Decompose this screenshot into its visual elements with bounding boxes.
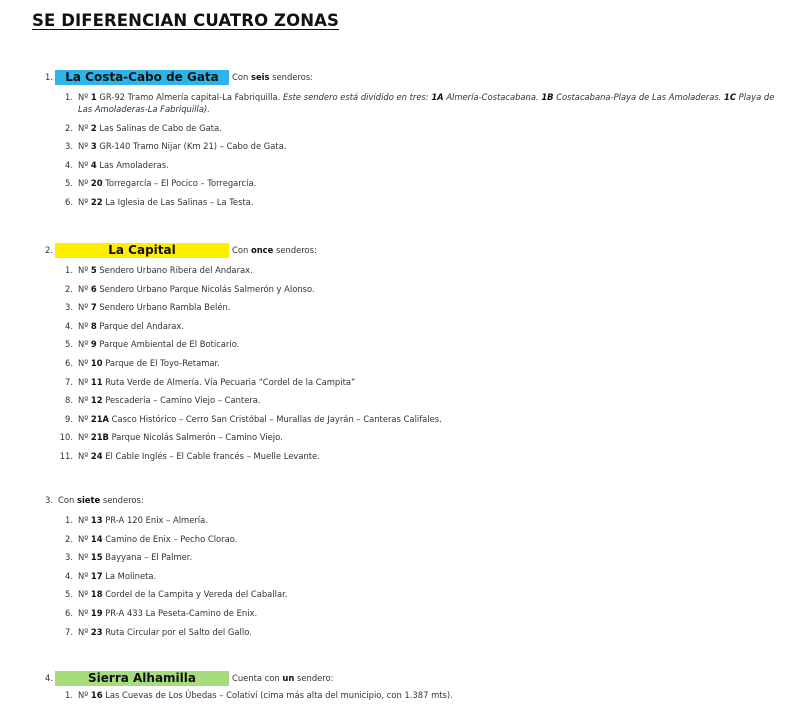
trail-item-number: 1. [65, 515, 73, 525]
trail-list [0, 264, 800, 462]
zone-name-badge: La Costa-Cabo de Gata [55, 70, 229, 85]
trail-item-number: 6. [65, 196, 73, 207]
trail-code: 14 [90, 533, 103, 544]
trail-code: 9 [90, 339, 97, 350]
zone-trail-count: Con seis senderos: [232, 72, 314, 82]
trail-item-number: 7. [65, 626, 73, 637]
trail-item-number: 5. [65, 589, 73, 600]
trail-item-number: 8. [65, 395, 73, 406]
zone-header [0, 490, 800, 510]
trail-code: 4 [90, 159, 97, 170]
trail-item-number: 4. [65, 320, 73, 331]
trail-code: 23 [90, 626, 103, 637]
trail-code: 24 [90, 450, 103, 461]
trail-item: 1. Nº 16 Las Cuevas de Los Úbedas – Colativí (cima más alta del municipio, con 1.387 mts). [65, 690, 453, 700]
trail-note: Este sendero está dividido en tres: 1A Almería-Costacabana. 1B Costacabana-Playa de Las Amoladeras. 1C Playa de Las Amoladeras-La Fabriquilla). [78, 92, 775, 114]
trail-item: 7. Nº 23 Ruta Circular por el Salto del Gallo. [65, 626, 252, 637]
zone-number: 3. [45, 495, 53, 505]
trail-code: 18 [90, 589, 103, 600]
trail-item-number: 1. [65, 265, 73, 275]
zone-number: 4. [45, 673, 53, 683]
trail-item: 6. Nº 19 PR-A 433 La Peseta-Camino de Enix. [65, 607, 258, 618]
trail-item-number: 3. [65, 141, 73, 152]
trail-item-number: 11. [59, 450, 73, 461]
zone-name-badge: La Capital [55, 243, 229, 258]
trail-item: 10. Nº 21B Parque Nicolás Salmerón – Camino Viejo. [59, 432, 283, 443]
trail-item: 8. Nº 12 Pescadería – Camino Viejo – Cantera. [65, 395, 261, 406]
trail-code: 3 [90, 141, 97, 152]
trail-item-number: 10. [59, 432, 73, 443]
zone-section [0, 668, 800, 708]
trail-item: 1. Nº 1 GR-92 Tramo Almería capital-La Fabriquilla. Este sendero está dividido en tres: 1A Almería-Costacabana. 1B Costacabana-Playa de Las Amoladeras. 1C Playa de Las Amoladeras-La Fabriquilla). [65, 92, 775, 114]
zone-number: 2. [45, 245, 53, 255]
trail-code: 2 [90, 122, 97, 133]
trail-item-number: 1. [65, 92, 73, 102]
zone-trail-count: Con siete senderos: [58, 495, 144, 505]
trail-item: 2. Nº 2 Las Salinas de Cabo de Gata. [65, 122, 222, 133]
trail-code: 5 [90, 265, 97, 275]
trail-code: 12 [90, 395, 103, 406]
trail-item-number: 6. [65, 357, 73, 368]
zone-section [0, 240, 800, 469]
trail-item-number: 5. [65, 339, 73, 350]
trail-list [0, 514, 800, 638]
trail-count-value: siete [76, 495, 101, 505]
zone-trail-count: Cuenta con un sendero: [232, 673, 334, 683]
trail-count-value: un [282, 673, 295, 683]
trail-item: 4. Nº 4 Las Amoladeras. [65, 159, 169, 170]
trail-section-code: 1A [431, 92, 444, 102]
trail-code: 8 [90, 320, 97, 331]
trail-code: 16 [90, 690, 103, 700]
trail-item: 2. Nº 14 Camino de Enix – Pecho Clorao. [65, 533, 238, 544]
trail-count-value: once [250, 245, 274, 255]
trail-item-number: 2. [65, 533, 73, 544]
trail-item: 4. Nº 17 La Molineta. [65, 570, 157, 581]
zone-section [0, 67, 800, 215]
trail-section-code: 1C [724, 92, 736, 102]
trail-item-number: 5. [65, 178, 73, 189]
trail-item: 7. Nº 11 Ruta Verde de Almería. Vía Pecuaria “Cordel de la Campita” [65, 376, 356, 387]
trail-item-number: 3. [65, 302, 73, 313]
zone-name-badge: Sierra Alhamilla [55, 671, 229, 686]
trail-item: 9. Nº 21A Casco Histórico – Cerro San Cristóbal – Murallas de Jayrán – Canteras Califales. [65, 413, 442, 424]
trail-list [0, 91, 800, 208]
trail-code: 13 [90, 515, 103, 525]
zone-section [0, 490, 800, 644]
trail-item: 6. Nº 10 Parque de El Toyo-Retamar. [65, 357, 220, 368]
trail-item: 5. Nº 20 Torregarcía – El Pocico – Torregarcía. [65, 178, 257, 189]
trail-item-number: 2. [65, 122, 73, 133]
trail-item-number: 9. [65, 413, 73, 424]
trail-item: 1. Nº 5 Sendero Urbano Ribera del Andarax. [65, 265, 253, 275]
trail-item-number: 3. [65, 552, 73, 563]
trail-item: 5. Nº 18 Cordel de la Campita y Vereda del Caballar. [65, 589, 288, 600]
trail-item: 11. Nº 24 El Cable Inglés – El Cable francés – Muelle Levante. [59, 450, 320, 461]
trail-code: 22 [90, 196, 103, 207]
zone-trail-count: Con once senderos: [232, 245, 317, 255]
trail-item: 3. Nº 3 GR-140 Tramo Nijar (Km 21) – Cabo de Gata. [65, 141, 287, 152]
zone-number: 1. [45, 72, 53, 82]
zone-header [0, 668, 800, 688]
trail-item-number: 4. [65, 570, 73, 581]
zone-header [0, 240, 800, 260]
trail-code: 6 [90, 283, 97, 294]
trail-code: 20 [90, 178, 103, 189]
trail-item: 5. Nº 9 Parque Ambiental de El Boticario. [65, 339, 240, 350]
trail-item-number: 2. [65, 283, 73, 294]
trail-code: 11 [90, 376, 103, 387]
trail-list [0, 689, 800, 701]
trail-item-number: 4. [65, 159, 73, 170]
trail-code: 21A [90, 413, 110, 424]
trail-section-code: 1B [541, 92, 554, 102]
trail-code: 21B [90, 432, 109, 443]
trail-item: 3. Nº 7 Sendero Urbano Rambla Belén. [65, 302, 231, 313]
trail-item-number: 7. [65, 376, 73, 387]
trail-code: 15 [90, 552, 103, 563]
trail-code: 7 [90, 302, 97, 313]
page-title: SE DIFERENCIAN CUATRO ZONAS [32, 11, 340, 30]
trail-item: 3. Nº 15 Bayyana – El Palmer. [65, 552, 193, 563]
trail-code: 19 [90, 607, 103, 618]
trail-item: 6. Nº 22 La Iglesia de Las Salinas – La Testa. [65, 196, 254, 207]
trail-item: 2. Nº 6 Sendero Urbano Parque Nicolás Salmerón y Alonso. [65, 283, 315, 294]
trail-item: 4. Nº 8 Parque del Andarax. [65, 320, 185, 331]
trail-code: 17 [90, 570, 103, 581]
trail-code: 1 [90, 92, 97, 102]
trail-item: 1. Nº 13 PR-A 120 Enix – Almería. [65, 515, 208, 525]
trail-count-value: seis [250, 72, 270, 82]
zone-header [0, 67, 800, 87]
trail-item-number: 1. [65, 690, 73, 700]
trail-code: 10 [90, 357, 103, 368]
trail-item-number: 6. [65, 607, 73, 618]
